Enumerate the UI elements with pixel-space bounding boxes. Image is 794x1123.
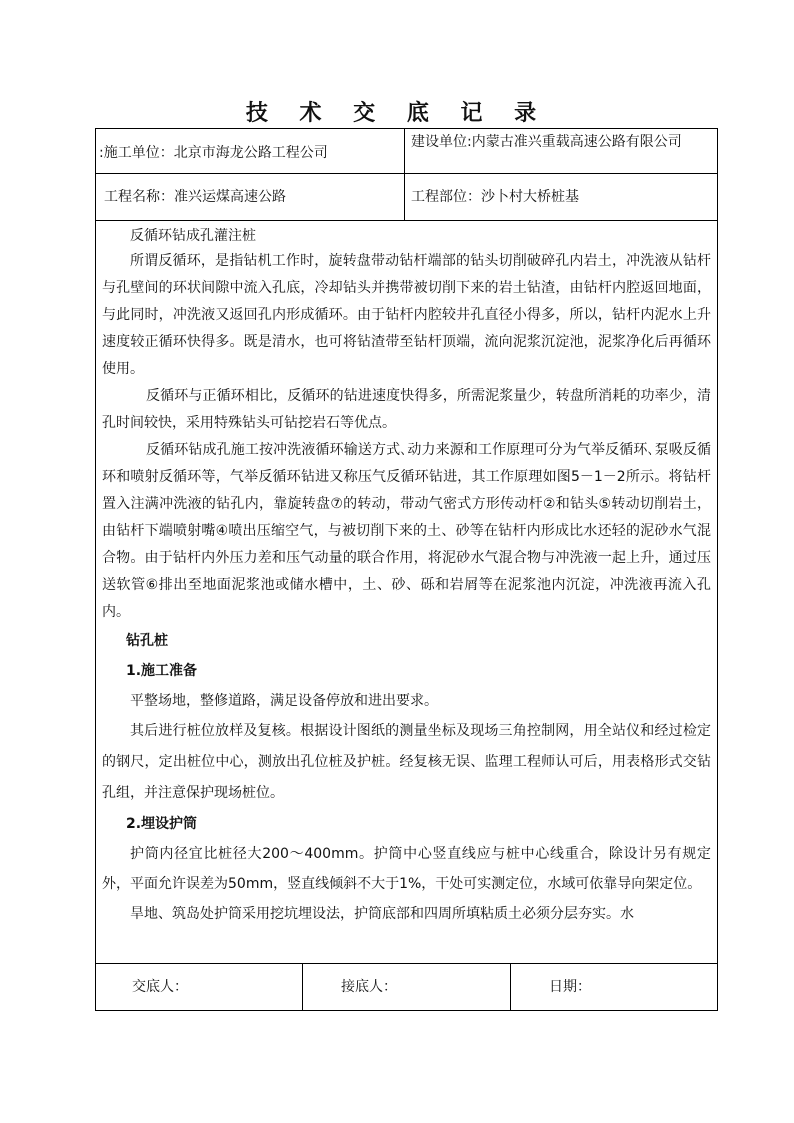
- subsection-heading: 2.埋设护筒: [126, 816, 198, 832]
- builder-unit-text: 建设单位:内蒙古准兴重载高速公路有限公司: [411, 134, 682, 150]
- receiver-cell: [303, 964, 511, 1011]
- builder-unit-cell: [405, 129, 717, 173]
- header-row-2: [96, 174, 717, 221]
- project-part-cell: [405, 174, 717, 220]
- date-cell: [511, 964, 717, 1011]
- content-paragraph: 所谓反循环，是指钻机工作时，旋转盘带动钻杆端部的钻头切削破碎孔内岩土，冲洗液从钻杆与孔壁间的环状间隙中流入孔底，冷却钻头并携带被切削下来的岩土钻渣，由钻杆内腔返回地面，与此同时，冲洗液又返回孔内形成循环。由于钻杆内腔较井孔直径小得多，所以，钻杆内泥水上升速度较正循环快得多。既是清水，也可将钻渣带至钻杆顶端，流向泥浆沉淀池，泥浆净化后再循环使用。: [102, 253, 711, 377]
- content-paragraph: 护筒内径宜比桩径大200～400mm。护筒中心竖直线应与桩中心线重合，除设计另有规定外，平面允许误差为50mm，竖直线倾斜不大于1%，干处可实测定位，水域可依靠导向架定位。: [102, 846, 711, 892]
- disclosure-content: [96, 221, 717, 965]
- page-title: 技 术 交 底 记 录: [245, 100, 549, 126]
- header-row-1: [96, 129, 717, 174]
- subsection-heading: 1.施工准备: [126, 663, 198, 679]
- content-paragraph: 反循环与正循环相比，反循环的钻进速度快得多，所需泥浆量少，转盘所消耗的功率少，清孔时间较快，采用特殊钻头可钻挖岩石等优点。: [102, 388, 711, 431]
- content-heading: 反循环钻成孔灌注桩: [130, 228, 256, 244]
- disclosure-record-table: [95, 128, 718, 1011]
- construction-unit-cell: [96, 129, 405, 173]
- handover-cell: [96, 964, 303, 1011]
- project-name-text: 工程名称：准兴运煤高速公路: [104, 189, 286, 205]
- content-paragraph: 反循环钻成孔施工按冲洗液循环输送方式､动力来源和工作原理可分为气举反循环､泵吸反循环和喷射反循环等，气举反循环钻进又称压气反循环钻进，其工作原理如图5－1－2所示。将钻杆置入注满冲洗液的钻孔内，靠旋转盘⑦的转动，带动气密式方形传动杆②和钻头⑤转动切削岩土，由钻杆下端喷射嘴④喷出压缩空气，与被切削下来的土、砂等在钻杆内形成比水还轻的泥砂水气混合物。由于钻杆内外压力差和压气动量的联合作用，将泥砂水气混合物与冲洗液一起上升，通过压送软管⑥排出至地面泥浆池或储水槽中，土、砂、砾和岩屑等在泥浆池内沉淀，冲洗液再流入孔内。: [102, 442, 711, 620]
- content-paragraph: 旱地、筑岛处护筒采用挖坑埋设法，护筒底部和四周所填粘质土必须分层夯实。水: [130, 906, 634, 922]
- signature-row: [96, 963, 717, 1010]
- handover-label: 交底人：: [132, 979, 188, 995]
- date-label: 日期：: [549, 979, 591, 995]
- construction-unit-text: :施工单位：北京市海龙公路工程公司: [99, 145, 328, 161]
- content-paragraph: 其后进行桩位放样及复核。根据设计图纸的测量坐标及现场三角控制网，用全站仪和经过检定的钢尺，定出桩位中心，测放出孔位桩及护桩。经复核无误、监理工程师认可后，用表格形式交钻孔组，并注意保护现场桩位。: [102, 723, 711, 801]
- receiver-label: 接底人：: [341, 979, 397, 995]
- section-heading: 钻孔桩: [126, 633, 168, 649]
- content-paragraph: 平整场地，整修道路，满足设备停放和进出要求。: [130, 693, 438, 709]
- project-part-text: 工程部位：沙卜村大桥桩基: [411, 189, 579, 205]
- project-name-cell: [96, 174, 405, 220]
